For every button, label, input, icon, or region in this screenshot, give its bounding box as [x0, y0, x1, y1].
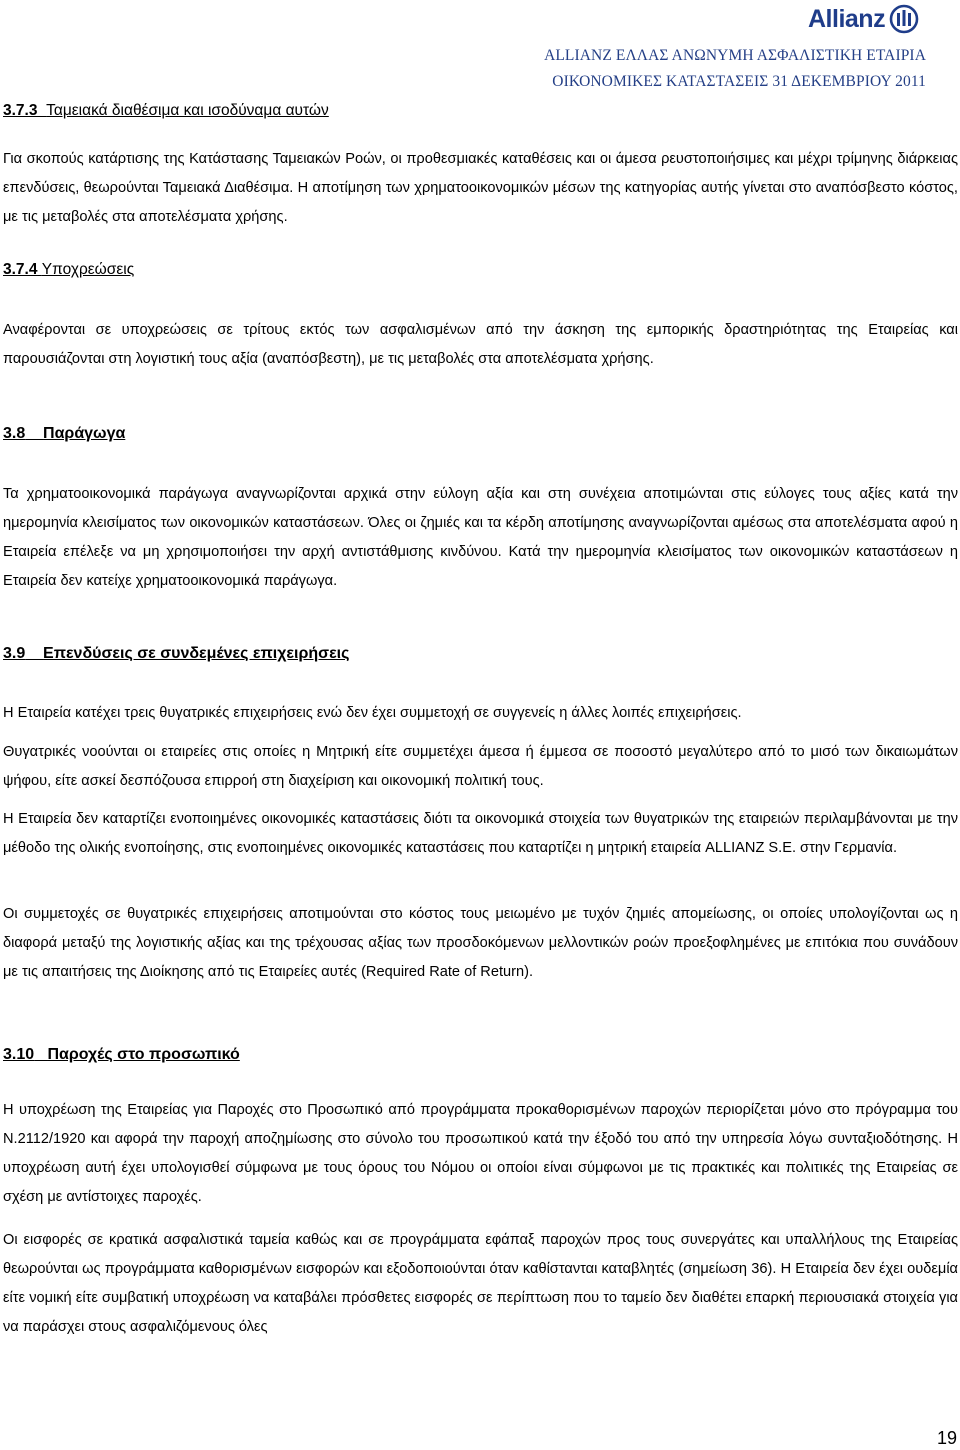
section-3-9-paragraph-4: Οι συμμετοχές σε θυγατρικές επιχειρήσεις αποτιμούνται στο κόστος τους μειωμένο με τυχόν ζημιές απομείωσης, οι οποίες υπολογίζονται ως η διαφορά μεταξύ της λογιστικής αξίας και της τρέχουσας αξίας των προσδοκόμενων μελλοντικών ροών προεξοφλημένες με επιτόκια που συνάδουν με τις απαιτήσεις της Διοίκησης από τις Εταιρείες αυτές (Required Rate of Return).	[3, 906, 958, 980]
section-number: 3.7.3	[3, 102, 38, 119]
section-number: 3.8	[3, 425, 26, 442]
allianz-logo	[808, 4, 919, 34]
section-number: 3.10	[3, 1046, 35, 1063]
report-subtitle: ΟΙΚΟΝΟΜΙΚΕΣ ΚΑΤΑΣΤΑΣΕΙΣ 31 ΔΕΚΕΜΒΡΙΟΥ 2011	[552, 73, 926, 90]
section-3-10-paragraph-1: Η υποχρέωση της Εταιρείας για Παροχές στο Προσωπικό από προγράμματα προκαθορισμένων παροχών περιορίζεται μόνο στο πρόγραμμα του Ν.2112/1920 και αφορά την παροχή αποζημίωσης στο σύνολο του προσωπικού κατά την έξοδό του από την υπηρεσία λόγω συνταξιοδότησης. Η υποχρέωση αυτή έχει υπολογισθεί σύμφωνα με τους όρους του Νόμου οι οποίοι είναι σύμφωνοι με τις πρακτικές και πολιτικές της Εταιρείας σε σχέση με αντίστοιχες παροχές.	[3, 1102, 958, 1205]
logo-text: Allianz	[808, 4, 886, 33]
section-title: Παράγωγα	[43, 425, 126, 442]
allianz-eagle-icon	[889, 4, 919, 34]
section-3-10-heading	[3, 1046, 240, 1064]
section-3-9-heading	[3, 645, 349, 663]
page-number: 19	[936, 1428, 957, 1448]
section-title: Ταμειακά διαθέσιμα και ισοδύναμα αυτών	[46, 102, 329, 119]
section-title: Υποχρεώσεις	[41, 261, 135, 278]
section-3-7-4-paragraph: Αναφέρονται σε υποχρεώσεις σε τρίτους εκτός των ασφαλισμένων από την άσκηση της εμπορικής δραστηριότητας της Εταιρείας και παρουσιάζονται στη λογιστική τους αξία (αναπόσβεστη), με τις μεταβολές στα αποτελέσματα χρήσης.	[3, 322, 958, 367]
section-3-8-paragraph: Τα χρηματοοικονομικά παράγωγα αναγνωρίζονται αρχικά στην εύλογη αξία και στη συνέχεια αποτιμώνται στις εύλογες τους αξίες κατά την ημερομηνία κλεισίματος των οικονομικών καταστάσεων. Όλες οι ζημιές και τα κέρδη αποτίμησης αναγνωρίζονται αμέσως στα αποτελέσματα αφού η Εταιρεία επέλεξε να μη χρησιμοποιήσει την αρχή αντιστάθμισης κινδύνου. Κατά την ημερομηνία κλεισίματος των οικονομικών καταστάσεων η Εταιρεία δεν κατείχε χρηματοοικονομικά παράγωγα.	[3, 486, 958, 589]
section-number: 3.7.4	[3, 261, 38, 278]
section-number: 3.9	[3, 645, 26, 662]
section-3-10-paragraph-2: Οι εισφορές σε κρατικά ασφαλιστικά ταμεία καθώς και σε προγράμματα εφάπαξ παροχών προς τους συνεργάτες και υπαλλήλους της Εταιρείας θεωρούνται ως προγράμματα καθορισμένων εισφορών και εξοδοποιούνται όταν καθίστανται καταβλητές (σημείωση 36). Η Εταιρεία δεν έχει ουδεμία είτε νομική είτε συμβατική υποχρέωση να καταβάλει πρόσθετες εισφορές σε περίπτωση που το ταμείο δεν διαθέτει επαρκή περιουσιακά στοιχεία για να παράσχει στους ασφαλιζόμενους όλες	[3, 1232, 958, 1335]
section-3-7-3-heading	[3, 102, 329, 120]
section-3-8-heading	[3, 425, 125, 443]
section-3-7-4-heading	[3, 261, 134, 279]
section-3-9-paragraph-3: Η Εταιρεία δεν καταρτίζει ενοποιημένες οικονομικές καταστάσεις διότι τα οικονομικά στοιχεία των θυγατρικών της εταιρειών περιλαμβάνονται με την μέθοδο της ολικής ενοποίησης, στις ενοποιημένες οικονομικές καταστάσεις που καταρτίζει η μητρική εταιρεία ALLIANZ S.E. στην Γερμανία.	[3, 811, 958, 856]
section-title: Επενδύσεις σε συνδεμένες επιχειρήσεις	[43, 645, 350, 662]
section-3-9-paragraph-1: Η Εταιρεία κατέχει τρεις θυγατρικές επιχειρήσεις ενώ δεν έχει συμμετοχή σε συγγενείς η άλλες λοιπές επιχειρήσεις.	[3, 705, 742, 721]
company-name: ALLIANZ ΕΛΛΑΣ ΑΝΩΝΥΜΗ ΑΣΦΑΛΙΣΤΙΚΗ ΕΤΑΙΡΙΑ	[544, 47, 926, 64]
section-title: Παροχές στο προσωπικό	[47, 1046, 240, 1063]
section-3-9-paragraph-2: Θυγατρικές νοούνται οι εταιρείες στις οποίες η Μητρική είτε συμμετέχει άμεσα ή έμμεσα σε ποσοστό μεγαλύτερο από το μισό των δικαιωμάτων ψήφου, είτε ασκεί δεσπόζουσα επιρροή στη διαχείριση και οικονομική πολιτική τους.	[3, 744, 958, 789]
section-3-7-3-paragraph: Για σκοπούς κατάρτισης της Κατάστασης Ταμειακών Ροών, οι προθεσμιακές καταθέσεις και οι άμεσα ρευστοποιήσιμες και μέχρι τρίμηνης διάρκειας επενδύσεις, θεωρούνται Ταμειακά Διαθέσιμα. Η αποτίμηση των χρηματοοικονομικών μέσων της κατηγορίας αυτής γίνεται στο αναπόσβεστο κόστος, με τις μεταβολές στα αποτελέσματα χρήσης.	[3, 151, 958, 225]
